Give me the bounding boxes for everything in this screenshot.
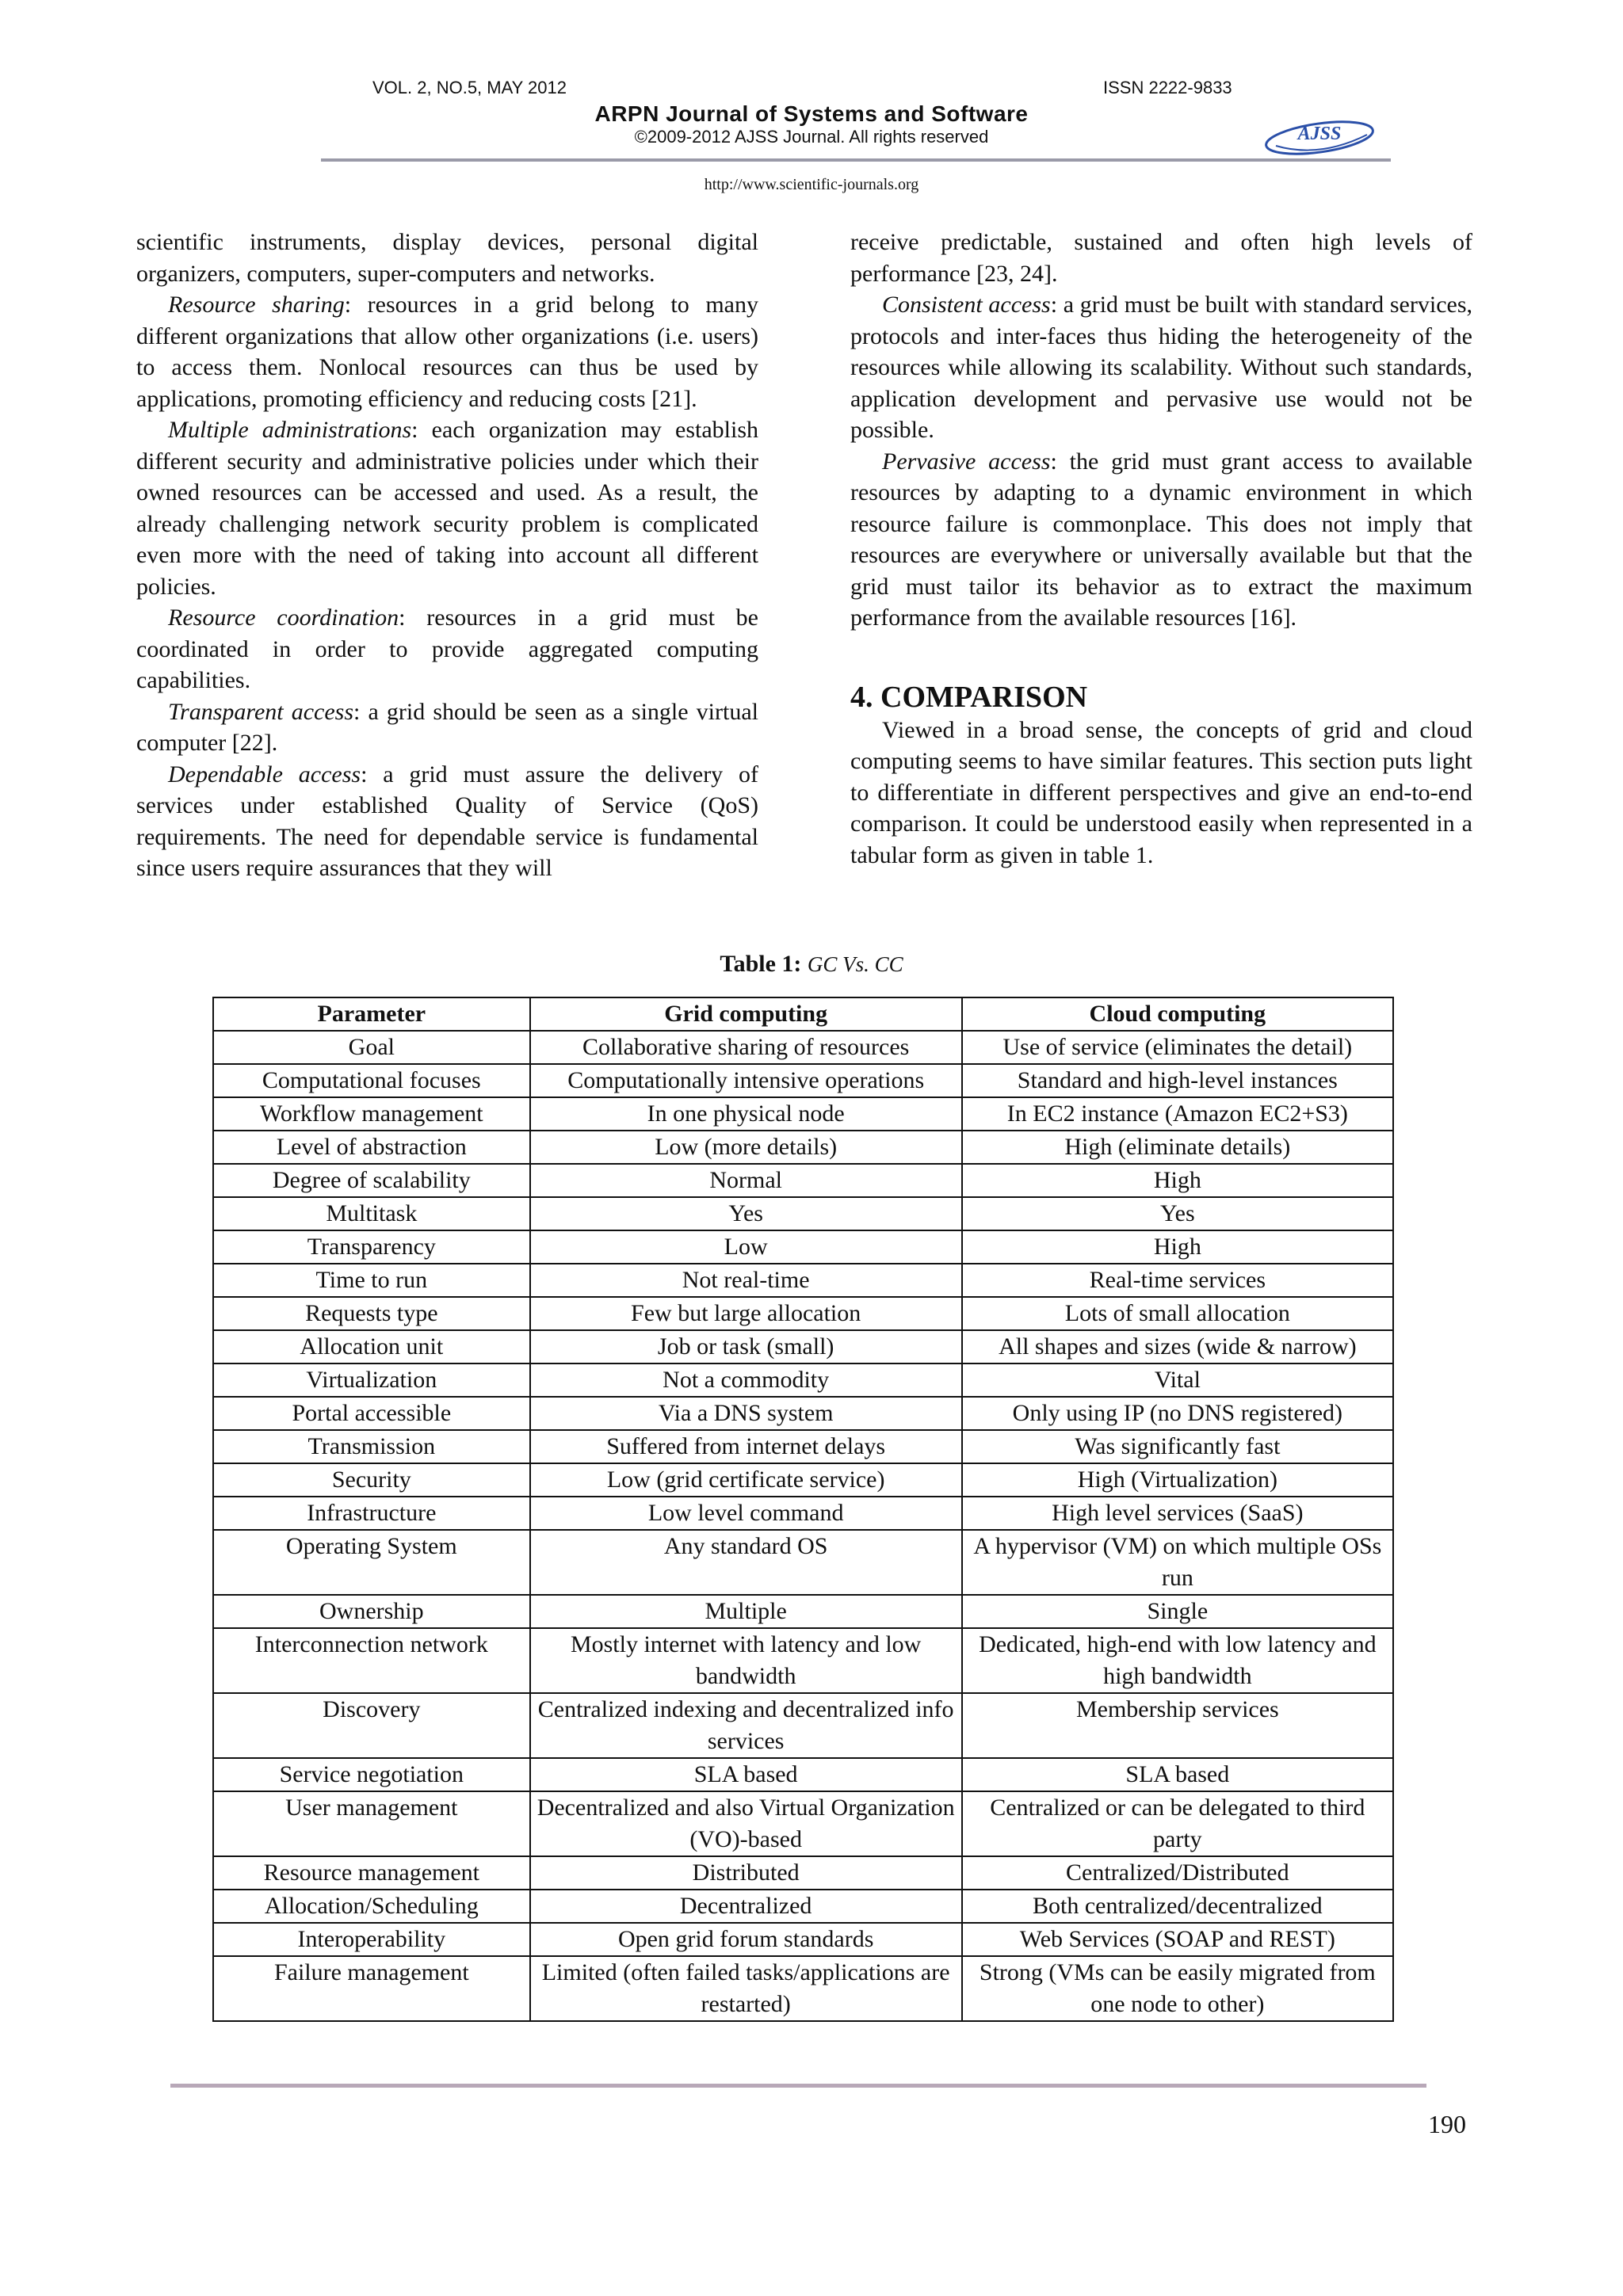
text: : resources in a grid belong to many different organizations that allow other organizations (i.e. users) to access them. Nonlocal resources can thus be used by applications, promoting efficiency and reducing costs [21].	[136, 292, 758, 412]
cloud-computing-cell: Standard and high-level instances	[962, 1064, 1393, 1097]
table-row	[213, 1131, 1393, 1164]
parameter-cell: Security	[213, 1463, 530, 1497]
text: : a grid should be seen as a single virtual computer [22].	[136, 698, 758, 756]
parameter-cell: Service negotiation	[213, 1758, 530, 1791]
table-row	[213, 1097, 1393, 1131]
grid-computing-cell: SLA based	[530, 1758, 962, 1791]
grid-computing-cell: Job or task (small)	[530, 1330, 962, 1363]
cloud-computing-cell: High (eliminate details)	[962, 1131, 1393, 1164]
issn-info: ISSN 2222-9833	[1103, 78, 1232, 97]
parameter-cell: Transparency	[213, 1230, 530, 1264]
cloud-computing-cell: Strong (VMs can be easily migrated from one node to other)	[962, 1956, 1393, 2021]
grid-computing-cell: Any standard OS	[530, 1530, 962, 1595]
cloud-computing-cell: Centralized or can be delegated to third party	[962, 1791, 1393, 1856]
right-column	[850, 227, 1472, 871]
comparison-table	[212, 997, 1394, 2022]
logo-text: AJSS	[1297, 124, 1342, 144]
cloud-computing-cell: Both centralized/decentralized	[962, 1890, 1393, 1923]
parameter-cell: Failure management	[213, 1956, 530, 2021]
journal-url[interactable]: http://www.scientific-journals.org	[704, 176, 919, 193]
cloud-computing-cell: In EC2 instance (Amazon EC2+S3)	[962, 1097, 1393, 1131]
table-row	[213, 1064, 1393, 1097]
term: Resource coordination	[168, 605, 399, 631]
term: Dependable access	[168, 761, 361, 788]
copyright-notice: ©2009-2012 AJSS Journal. All rights reserved	[634, 127, 989, 147]
grid-computing-cell: Centralized indexing and decentralized info services	[530, 1693, 962, 1758]
grid-computing-cell: Via a DNS system	[530, 1397, 962, 1430]
parameter-cell: Allocation/Scheduling	[213, 1890, 530, 1923]
table-row	[213, 1397, 1393, 1430]
grid-computing-cell: Low level command	[530, 1497, 962, 1530]
parameter-cell: Multitask	[213, 1197, 530, 1230]
parameter-cell: Ownership	[213, 1595, 530, 1628]
paragraph: receive predictable, sustained and often high levels of performance [23, 24].	[850, 229, 1472, 287]
grid-computing-cell: Multiple	[530, 1595, 962, 1628]
cloud-computing-cell: A hypervisor (VM) on which multiple OSs run	[962, 1530, 1393, 1595]
grid-computing-cell: Suffered from internet delays	[530, 1430, 962, 1463]
term: Transparent access	[168, 698, 354, 725]
term: Pervasive access	[882, 448, 1051, 475]
grid-computing-cell: Low	[530, 1230, 962, 1264]
grid-computing-cell: Open grid forum standards	[530, 1923, 962, 1956]
cloud-computing-cell: High level services (SaaS)	[962, 1497, 1393, 1530]
term: Consistent access	[882, 292, 1051, 318]
parameter-cell: Requests type	[213, 1297, 530, 1330]
grid-computing-cell: Low (more details)	[530, 1131, 962, 1164]
table-row	[213, 1164, 1393, 1197]
cloud-computing-cell: High	[962, 1164, 1393, 1197]
grid-computing-cell: Limited (often failed tasks/applications are restarted)	[530, 1956, 962, 2021]
header-divider	[321, 158, 1391, 162]
parameter-cell: Portal accessible	[213, 1397, 530, 1430]
table-row	[213, 1758, 1393, 1791]
parameter-cell: Resource management	[213, 1856, 530, 1890]
parameter-cell: Interoperability	[213, 1923, 530, 1956]
cloud-computing-cell: Centralized/Distributed	[962, 1856, 1393, 1890]
parameter-cell: Computational focuses	[213, 1064, 530, 1097]
column-header: Grid computing	[530, 997, 962, 1031]
paragraph-resource-sharing	[136, 289, 758, 414]
page-number: 190	[1428, 2110, 1466, 2138]
parameter-cell: Level of abstraction	[213, 1131, 530, 1164]
parameter-cell: Time to run	[213, 1264, 530, 1297]
grid-computing-cell: Normal	[530, 1164, 962, 1197]
term: Resource sharing	[168, 292, 345, 318]
volume-info: VOL. 2, NO.5, MAY 2012	[372, 78, 567, 97]
grid-computing-cell: Yes	[530, 1197, 962, 1230]
section-heading: 4. COMPARISON	[850, 680, 1088, 714]
grid-computing-cell: Mostly internet with latency and low bandwidth	[530, 1628, 962, 1693]
cloud-computing-cell: Was significantly fast	[962, 1430, 1393, 1463]
cloud-computing-cell: Use of service (eliminates the detail)	[962, 1031, 1393, 1064]
cloud-computing-cell: Membership services	[962, 1693, 1393, 1758]
caption-label: Table 1:	[720, 951, 802, 977]
caption-text: GC Vs. CC	[807, 952, 903, 976]
table-caption	[0, 951, 1623, 978]
parameter-cell: Degree of scalability	[213, 1164, 530, 1197]
table-row	[213, 1956, 1393, 2021]
column-header: Parameter	[213, 997, 530, 1031]
cloud-computing-cell: Dedicated, high-end with low latency and high bandwidth	[962, 1628, 1393, 1693]
cloud-computing-cell: All shapes and sizes (wide & narrow)	[962, 1330, 1393, 1363]
paragraph-dependable-access	[136, 759, 758, 884]
term: Multiple administrations	[168, 417, 412, 443]
table-row	[213, 1791, 1393, 1856]
table-row	[213, 1890, 1393, 1923]
cloud-computing-cell: Vital	[962, 1363, 1393, 1397]
parameter-cell: Allocation unit	[213, 1330, 530, 1363]
parameter-cell: Workflow management	[213, 1097, 530, 1131]
table-row	[213, 1363, 1393, 1397]
parameter-cell: Operating System	[213, 1530, 530, 1595]
paragraph-multiple-administrations	[136, 414, 758, 602]
grid-computing-cell: Collaborative sharing of resources	[530, 1031, 962, 1064]
grid-computing-cell: Low (grid certificate service)	[530, 1463, 962, 1497]
paragraph-resource-coordination	[136, 602, 758, 696]
table-row	[213, 1197, 1393, 1230]
table-row	[213, 1856, 1393, 1890]
text: : resources in a grid must be coordinated in order to provide aggregated computing capabilities.	[136, 605, 758, 693]
grid-computing-cell: Not a commodity	[530, 1363, 962, 1397]
cloud-computing-cell: Single	[962, 1595, 1393, 1628]
cloud-computing-cell: Only using IP (no DNS registered)	[962, 1397, 1393, 1430]
table-row	[213, 1430, 1393, 1463]
text: : a grid must assure the delivery of services under established Quality of Service (QoS) requirements. The need for dependable service is fundamental since users require assurances that they will	[136, 761, 758, 881]
parameter-cell: Infrastructure	[213, 1497, 530, 1530]
table-row	[213, 1330, 1393, 1363]
table-row	[213, 1297, 1393, 1330]
cloud-computing-cell: High (Virtualization)	[962, 1463, 1393, 1497]
table-row	[213, 1595, 1393, 1628]
table-row	[213, 1463, 1393, 1497]
cloud-computing-cell: SLA based	[962, 1758, 1393, 1791]
table-row	[213, 1497, 1393, 1530]
table-row	[213, 1031, 1393, 1064]
text: : a grid must be built with standard services, protocols and inter-faces thus hiding the heterogeneity of the resources while allowing its scalability. Without such standards, application development and pervasive use would not be possible.	[850, 292, 1472, 443]
column-header: Cloud computing	[962, 997, 1393, 1031]
parameter-cell: Goal	[213, 1031, 530, 1064]
grid-computing-cell: Not real-time	[530, 1264, 962, 1297]
grid-computing-cell: Computationally intensive operations	[530, 1064, 962, 1097]
footer-divider	[170, 2084, 1426, 2088]
paragraph-comparison-intro: Viewed in a broad sense, the concepts of grid and cloud computing seems to have similar features. This section puts light to differentiate in different perspectives and give an end-to-end comparison. It could be understood easily when represented in a tabular form as given in table 1.	[850, 716, 1472, 868]
grid-computing-cell: Decentralized	[530, 1890, 962, 1923]
paragraph-transparent-access	[136, 696, 758, 759]
text: : each organization may establish different security and administrative policies under which their owned resources can be accessed and used. As a result, the already challenging network security problem is complicated even more with the need of taking into account all different policies.	[136, 417, 758, 600]
table-row	[213, 1530, 1393, 1595]
parameter-cell: Virtualization	[213, 1363, 530, 1397]
table-row	[213, 1693, 1393, 1758]
grid-computing-cell: Decentralized and also Virtual Organization (VO)-based	[530, 1791, 962, 1856]
cloud-computing-cell: Real-time services	[962, 1264, 1393, 1297]
cloud-computing-cell: Yes	[962, 1197, 1393, 1230]
parameter-cell: User management	[213, 1791, 530, 1856]
paragraph-pervasive-access	[850, 446, 1472, 634]
cloud-computing-cell: Web Services (SOAP and REST)	[962, 1923, 1393, 1956]
ajss-logo	[1260, 111, 1379, 158]
paragraph: scientific instruments, display devices, personal digital organizers, computers, super-computers and networks.	[136, 229, 758, 287]
table-row	[213, 1230, 1393, 1264]
grid-computing-cell: In one physical node	[530, 1097, 962, 1131]
journal-title: ARPN Journal of Systems and Software	[594, 101, 1029, 126]
parameter-cell: Interconnection network	[213, 1628, 530, 1693]
paragraph-consistent-access	[850, 289, 1472, 446]
table-row	[213, 1264, 1393, 1297]
cloud-computing-cell: Lots of small allocation	[962, 1297, 1393, 1330]
left-column	[136, 227, 758, 884]
parameter-cell: Discovery	[213, 1693, 530, 1758]
table-row	[213, 1923, 1393, 1956]
table-header-row	[213, 997, 1393, 1031]
grid-computing-cell: Distributed	[530, 1856, 962, 1890]
text: : the grid must grant access to available resources by adapting to a dynamic environment in which resource failure is commonplace. This does not imply that resources are everywhere or universally available but that the grid must tailor its behavior as to extract the maximum performance from the available resources [16].	[850, 448, 1472, 631]
grid-computing-cell: Few but large allocation	[530, 1297, 962, 1330]
parameter-cell: Transmission	[213, 1430, 530, 1463]
table-row	[213, 1628, 1393, 1693]
cloud-computing-cell: High	[962, 1230, 1393, 1264]
